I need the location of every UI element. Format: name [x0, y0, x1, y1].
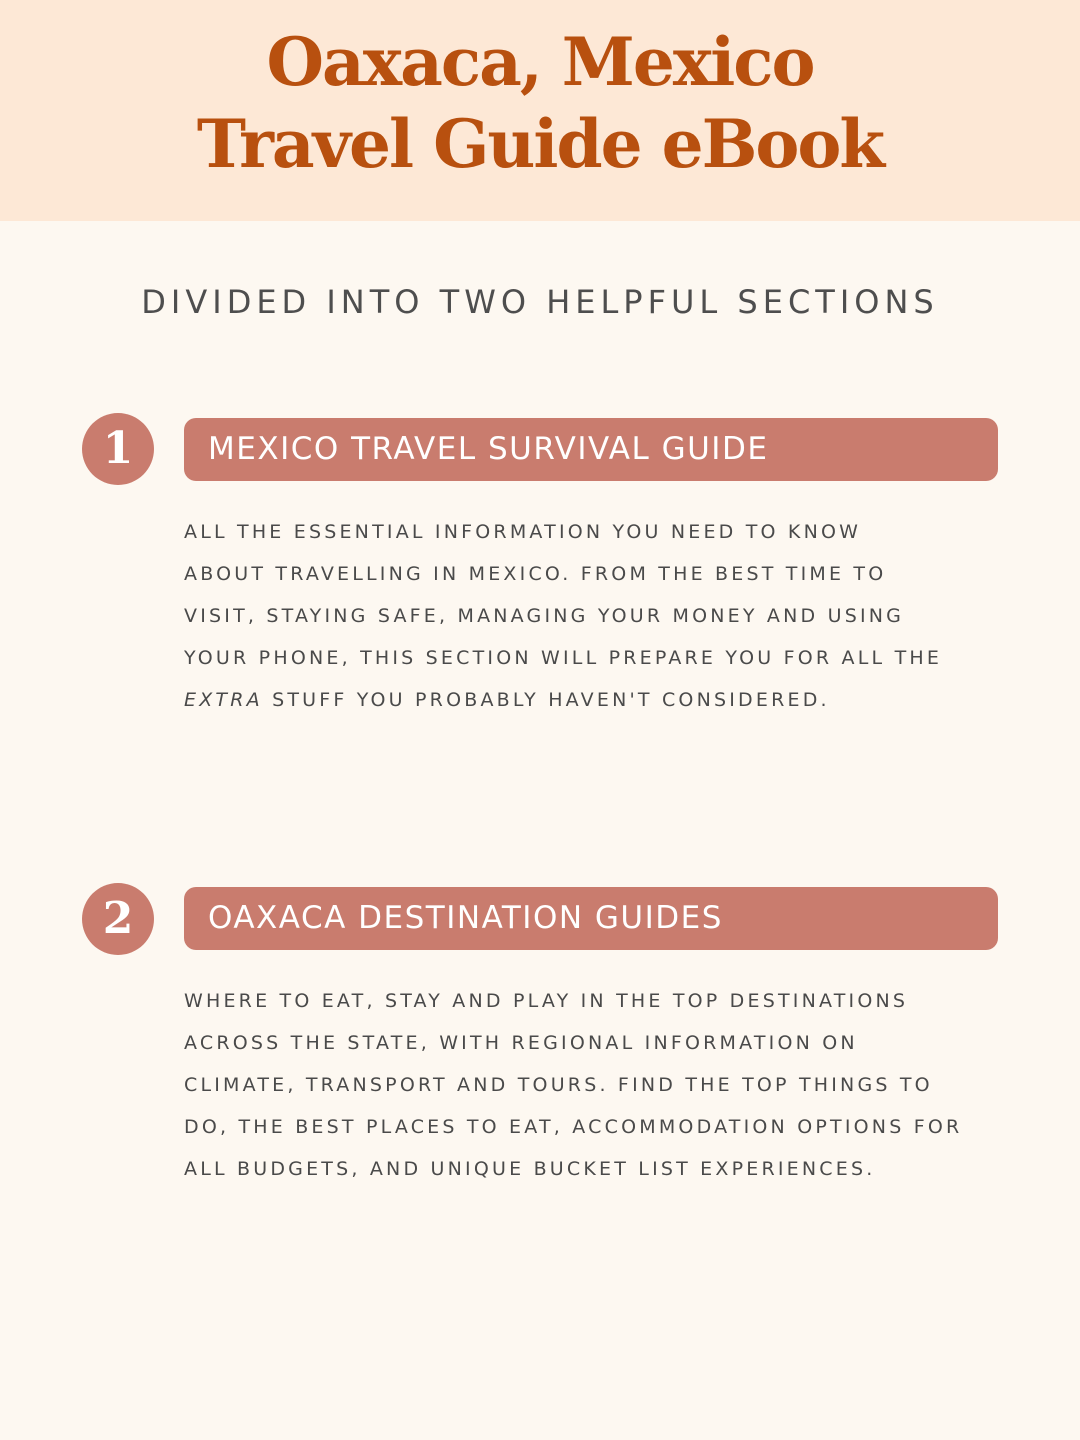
- section-2-line: ACROSS THE STATE, WITH REGIONAL INFORMATION ON: [184, 1032, 858, 1054]
- section-1-line: ABOUT TRAVELLING IN MEXICO. FROM THE BEST TIME TO: [184, 563, 887, 585]
- section-2-heading: OAXACA DESTINATION GUIDES: [208, 900, 723, 936]
- page-title-line-2: Travel Guide eBook: [196, 105, 884, 183]
- section-2-line: CLIMATE, TRANSPORT AND TOURS. FIND THE TOP THINGS TO: [184, 1074, 933, 1096]
- section-1-line: ALL THE ESSENTIAL INFORMATION YOU NEED TO KNOW: [184, 521, 862, 543]
- section-1-emphasis: EXTRA: [184, 689, 263, 711]
- section-1-description: [184, 511, 1014, 721]
- page-title-line-1: Oaxaca, Mexico: [266, 23, 814, 101]
- section-1-number-badge: 1: [82, 413, 154, 485]
- section-1-last-line: [184, 679, 1014, 721]
- section-1-line: VISIT, STAYING SAFE, MANAGING YOUR MONEY AND USING: [184, 605, 905, 627]
- section-2-line: DO, THE BEST PLACES TO EAT, ACCOMMODATION OPTIONS FOR: [184, 1116, 963, 1138]
- subtitle: DIVIDED INTO TWO HELPFUL SECTIONS: [141, 283, 939, 321]
- section-1-heading-pill: [184, 418, 998, 481]
- section-2-line: WHERE TO EAT, STAY AND PLAY IN THE TOP DESTINATIONS: [184, 990, 909, 1012]
- section-1-last-line-rest: STUFF YOU PROBABLY HAVEN'T CONSIDERED.: [262, 689, 830, 711]
- section-1-line: YOUR PHONE, THIS SECTION WILL PREPARE YOU FOR ALL THE: [184, 647, 943, 669]
- section-2-heading-pill: [184, 887, 998, 950]
- header-banner: [0, 0, 1080, 221]
- section-1-heading: MEXICO TRAVEL SURVIVAL GUIDE: [208, 431, 769, 467]
- section-2-description: [184, 980, 1014, 1190]
- section-2-line: ALL BUDGETS, AND UNIQUE BUCKET LIST EXPERIENCES.: [184, 1158, 876, 1180]
- section-2-number-badge: 2: [82, 883, 154, 955]
